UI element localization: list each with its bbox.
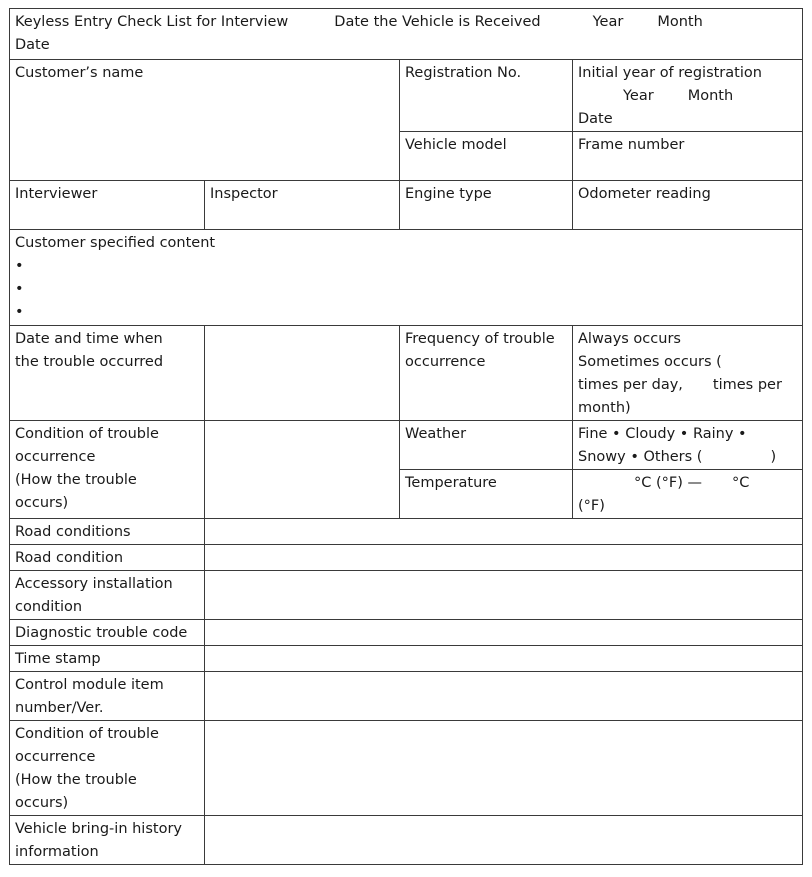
content-bullet: • <box>15 304 24 320</box>
customer-content-cell <box>10 230 803 326</box>
temperature-cell <box>400 470 573 519</box>
customer-row <box>10 60 803 132</box>
history-label-2: information <box>15 844 99 860</box>
header-cell <box>10 9 803 60</box>
history-row <box>10 816 803 865</box>
date-received-label: Date the Vehicle is Received <box>334 14 541 30</box>
times-per-label: times per <box>712 377 782 393</box>
control-module-cell <box>10 672 205 721</box>
odometer-cell <box>573 181 803 230</box>
keyless-entry-checklist-table <box>9 8 803 865</box>
condition-cell <box>10 721 205 816</box>
road-conditions-label: Road conditions <box>15 524 131 540</box>
customer-name-cell <box>10 60 400 181</box>
trouble-condition-label-1: Condition of trouble <box>15 426 159 442</box>
registration-year-label: Year <box>623 88 654 104</box>
road-condition-label: Road condition <box>15 550 124 566</box>
road-conditions-row <box>10 519 803 545</box>
accessory-row <box>10 571 803 620</box>
time-stamp-value[interactable] <box>205 646 803 672</box>
always-occurs-option[interactable]: Always occurs <box>578 331 681 347</box>
odometer-label: Odometer reading <box>578 186 711 202</box>
condition-label-4: occurs) <box>15 795 69 811</box>
time-stamp-row <box>10 646 803 672</box>
temperature-range <box>578 472 797 495</box>
control-module-row <box>10 672 803 721</box>
registration-month-label: Month <box>687 88 734 104</box>
dtc-row <box>10 620 803 646</box>
engine-type-cell <box>400 181 573 230</box>
history-label-1: Vehicle bring-in history <box>15 821 182 837</box>
trouble-condition-cell <box>10 421 205 519</box>
temperature-unit-to: °C <box>732 475 750 491</box>
sometimes-occurs-option[interactable]: Sometimes occurs ( <box>578 354 722 370</box>
history-value[interactable] <box>205 816 803 865</box>
content-bullet: • <box>15 281 24 297</box>
content-bullet: • <box>15 258 24 274</box>
trouble-datetime-value[interactable] <box>205 326 400 421</box>
trouble-condition-label-3: (How the trouble <box>15 472 137 488</box>
frequency-options-cell <box>573 326 803 421</box>
vehicle-model-label: Vehicle model <box>405 137 507 153</box>
frequency-label-2: occurrence <box>405 354 486 370</box>
time-stamp-cell <box>10 646 205 672</box>
registration-year-month <box>578 85 797 108</box>
road-condition-value[interactable] <box>205 545 803 571</box>
condition-label-1: Condition of trouble <box>15 726 159 742</box>
weather-close-paren: ) <box>770 449 777 465</box>
condition-label-3: (How the trouble <box>15 772 137 788</box>
control-module-value[interactable] <box>205 672 803 721</box>
temperature-unit-from: °C (°F) — <box>634 475 702 491</box>
weather-options-1[interactable]: Fine • Cloudy • Rainy • <box>578 426 747 442</box>
weather-cell <box>400 421 573 470</box>
initial-registration-label: Initial year of registration <box>578 65 762 81</box>
trouble-condition-value[interactable] <box>205 421 400 519</box>
customer-content-label: Customer specified content <box>15 235 216 251</box>
condition-row <box>10 721 803 816</box>
trouble-datetime-row <box>10 326 803 421</box>
header-year-label: Year <box>592 14 624 30</box>
time-stamp-label: Time stamp <box>15 651 101 667</box>
registration-no-cell <box>400 60 573 132</box>
frequency-label-1: Frequency of trouble <box>405 331 555 347</box>
engine-type-label: Engine type <box>405 186 492 202</box>
accessory-value[interactable] <box>205 571 803 620</box>
times-per-day-label: times per day, <box>578 377 683 393</box>
condition-value[interactable] <box>205 721 803 816</box>
interviewer-cell <box>10 181 205 230</box>
control-module-label-1: Control module item <box>15 677 164 693</box>
trouble-datetime-cell <box>10 326 205 421</box>
inspector-label: Inspector <box>210 186 278 202</box>
dtc-value[interactable] <box>205 620 803 646</box>
times-per-month-label: month) <box>578 400 631 416</box>
inspector-cell <box>205 181 400 230</box>
checklist-title: Keyless Entry Check List for Interview <box>15 14 289 30</box>
weather-row <box>10 421 803 470</box>
header-row <box>10 9 803 60</box>
trouble-condition-label-2: occurrence <box>15 449 96 465</box>
weather-others-label: Snowy • Others ( <box>578 449 703 465</box>
header-date-label: Date <box>15 37 50 53</box>
frequency-cell <box>400 326 573 421</box>
interviewer-label: Interviewer <box>15 186 98 202</box>
road-condition-cell <box>10 545 205 571</box>
dtc-cell <box>10 620 205 646</box>
customer-content-row <box>10 230 803 326</box>
accessory-label-2: condition <box>15 599 83 615</box>
road-conditions-cell <box>10 519 205 545</box>
control-module-label-2: number/Ver. <box>15 700 104 716</box>
trouble-condition-label-4: occurs) <box>15 495 69 511</box>
frame-number-label: Frame number <box>578 137 685 153</box>
registration-date-label: Date <box>578 111 613 127</box>
dtc-label: Diagnostic trouble code <box>15 625 188 641</box>
interviewer-row <box>10 181 803 230</box>
history-cell <box>10 816 205 865</box>
temperature-value-cell[interactable] <box>573 470 803 519</box>
weather-options-cell <box>573 421 803 470</box>
trouble-datetime-label-2: the trouble occurred <box>15 354 164 370</box>
times-per-line <box>578 374 797 397</box>
header-month-label: Month <box>657 14 703 30</box>
temperature-unit-f: (°F) <box>578 498 605 514</box>
weather-label: Weather <box>405 426 467 442</box>
registration-no-label: Registration No. <box>405 65 522 81</box>
initial-registration-cell <box>573 60 803 132</box>
vehicle-model-cell <box>400 132 573 181</box>
weather-options-2[interactable] <box>578 446 797 469</box>
condition-label-2: occurrence <box>15 749 96 765</box>
accessory-label-1: Accessory installation <box>15 576 173 592</box>
customer-name-label: Customer’s name <box>15 65 144 81</box>
frame-number-cell <box>573 132 803 181</box>
accessory-cell <box>10 571 205 620</box>
trouble-datetime-label-1: Date and time when <box>15 331 163 347</box>
temperature-label: Temperature <box>405 475 497 491</box>
road-condition-row <box>10 545 803 571</box>
road-conditions-value[interactable] <box>205 519 803 545</box>
